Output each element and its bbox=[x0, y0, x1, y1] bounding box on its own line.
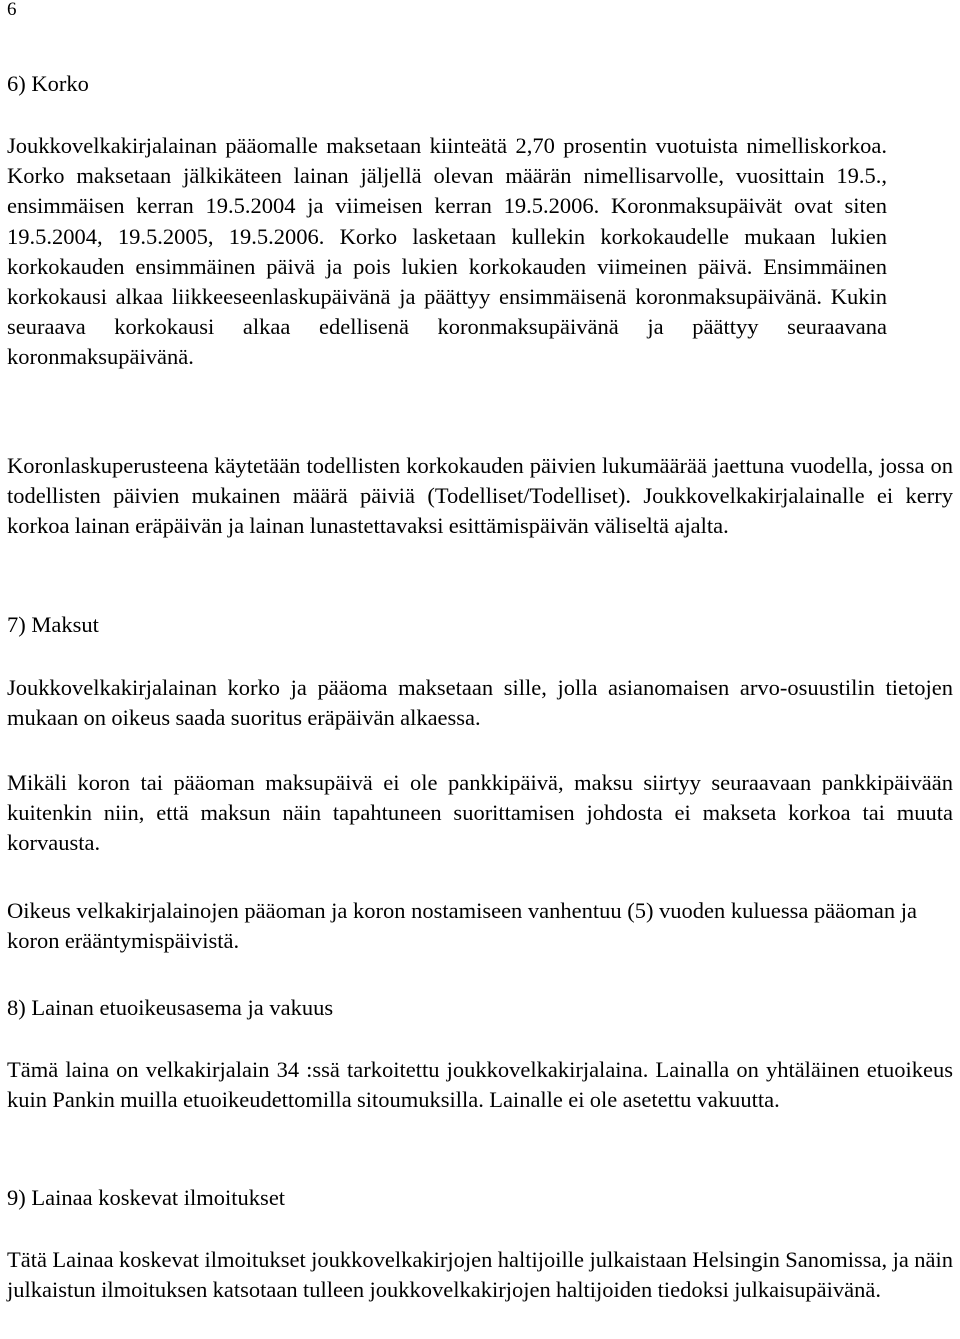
paragraph-korko-1: Joukkovelkakirjalainan pääomalle maksetaan kiinteätä 2,70 prosentin vuotuista nimelliskorkoa. Korko maksetaan jälkikäteen lainan jäljellä olevan määrän nimellisarvolle, vuosittain 19.5., ensimmäisen kerran 19.5.2004 ja viimeisen kerran 19.5.2006. Koronmaksupäivät ovat siten 19.5.2004, 19.5.2005, 19.5.2006. Korko lasketaan kullekin korkokaudelle mukaan lukien korkokauden ensimmäinen päivä ja pois lukien korkokauden viimeinen päivä. Ensimmäinen korkokausi alkaa liikkeeseenlaskupäivänä ja päättyy ensimmäisenä koronmaksupäivänä. Kukin seuraava korkokausi alkaa edellisenä koronmaksupäivänä ja päättyy seuraavana koronmaksupäivänä. bbox=[7, 133, 887, 370]
paragraph-maksut-1: Joukkovelkakirjalainan korko ja pääoma maksetaan sille, jolla asianomaisen arvo-osuustilin tietojen mukaan on oikeus saada suoritus eräpäivän alkaessa. bbox=[7, 675, 953, 731]
section-heading-maksut: 7) Maksut bbox=[7, 612, 99, 637]
paragraph-korko-2: Koronlaskuperusteena käytetään todellisten korkokauden päivien lukumäärää jaettuna vuodella, jossa on todellisten päivien mukainen määrä päiviä (Todelliset/Todelliset). Joukkovelkakirjalainalle ei kerry korkoa lainan eräpäivän ja lainan lunastettavaksi esittämispäivän väliseltä ajalta. bbox=[7, 453, 953, 539]
paragraph-ilmoitukset-1: Tätä Lainaa koskevat ilmoitukset joukkovelkakirjojen haltijoille julkaistaan Helsingin Sanomissa, ja näin julkaistun ilmoituksen katsotaan tulleen joukkovelkakirjojen haltijoiden tiedoksi julkaisupäivänä. bbox=[7, 1247, 953, 1303]
paragraph-maksut-3: Oikeus velkakirjalainojen pääoman ja koron nostamiseen vanhentuu (5) vuoden kuluessa pääoman ja koron erääntymispäivistä. bbox=[7, 898, 917, 954]
section-heading-etuoikeusasema: 8) Lainan etuoikeusasema ja vakuus bbox=[7, 995, 334, 1020]
paragraph-maksut-2: Mikäli koron tai pääoman maksupäivä ei ole pankkipäivä, maksu siirtyy seuraavaan pankkipäivään kuitenkin niin, että maksun näin tapahtuneen suorittamisen johdosta ei makseta korkoa tai muuta korvausta. bbox=[7, 770, 953, 856]
section-heading-ilmoitukset: 9) Lainaa koskevat ilmoitukset bbox=[7, 1185, 286, 1210]
page-number: 6 bbox=[7, 0, 17, 20]
section-heading-korko: 6) Korko bbox=[7, 71, 89, 96]
paragraph-etuoikeusasema-1: Tämä laina on velkakirjalain 34 :ssä tarkoitettu joukkovelkakirjalaina. Lainalla on yhtäläinen etuoikeus kuin Pankin muilla etuoikeudettomilla sitoumuksilla. Lainalle ei ole asetettu vakuutta. bbox=[7, 1057, 953, 1113]
